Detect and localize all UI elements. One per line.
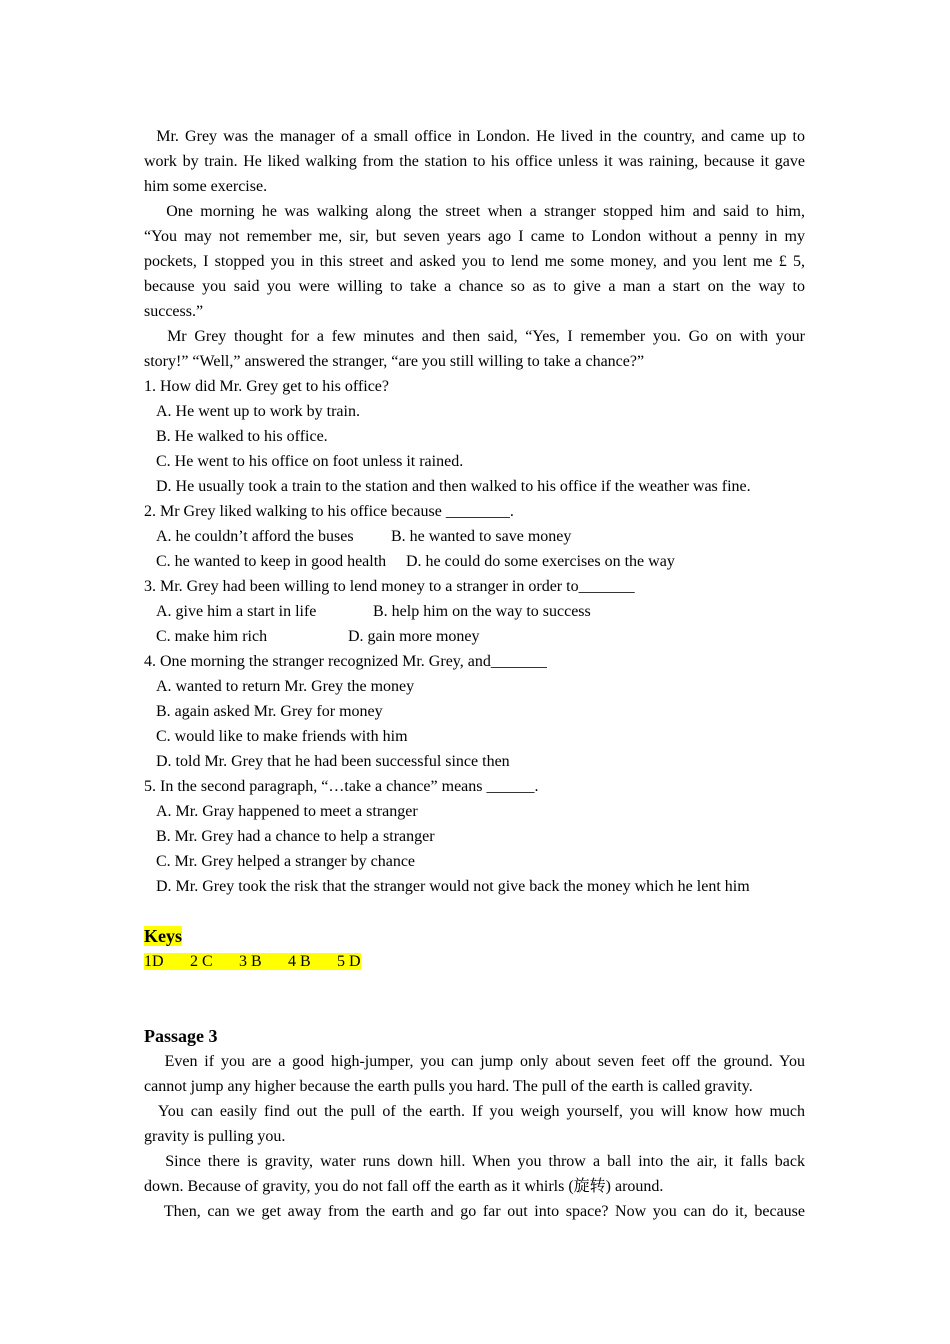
spacer <box>144 999 805 1024</box>
option-d: D. Mr. Grey took the risk that the stranger would not give back the money which he lent him <box>156 878 750 895</box>
paragraph-3 <box>144 324 805 374</box>
text-line: You can easily find out the pull of the earth. If you weigh yourself, you will know how much <box>144 1103 805 1120</box>
text-line: pockets, I stopped you in this street and asked you to lend me some money, and you lent me £ 5, <box>144 253 805 270</box>
option-d: D. gain more money <box>348 628 480 645</box>
text-line: Even if you are a good high-jumper, you can jump only about seven feet off the ground. You <box>144 1053 805 1070</box>
option-a: A. Mr. Gray happened to meet a stranger <box>156 803 418 820</box>
option-a: A. He went up to work by train. <box>156 403 360 420</box>
text-line: Mr. Grey was the manager of a small office in London. He lived in the country, and came up to <box>144 128 805 145</box>
option-a: A. he couldn’t afford the buses <box>156 528 354 545</box>
keys-heading <box>144 924 805 949</box>
question-3 <box>144 574 805 649</box>
passage-3 <box>144 1024 805 1224</box>
spacer <box>144 974 805 999</box>
keys-answers <box>144 949 805 974</box>
answer-keys <box>144 924 805 974</box>
passage-title: Passage 3 <box>144 1026 218 1046</box>
option-row <box>144 624 805 649</box>
question-1 <box>144 374 805 499</box>
option-c: C. he wanted to keep in good health <box>156 553 387 570</box>
key-answer: 5 D <box>337 953 361 970</box>
option-row <box>144 524 805 549</box>
keys-title: Keys <box>144 926 182 946</box>
question-stem: 3. Mr. Grey had been willing to lend money to a stranger in order to_______ <box>144 578 635 595</box>
text-line: One morning he was walking along the street when a stranger stopped him and said to him, <box>144 203 805 220</box>
text-line: Then, can we get away from the earth and go far out into space? Now you can do it, because <box>144 1203 805 1220</box>
paragraph-2 <box>144 199 805 324</box>
option-b: B. Mr. Grey had a chance to help a stranger <box>156 828 435 845</box>
question-stem: 2. Mr Grey liked walking to his office because ________. <box>144 503 514 520</box>
key-answer: 4 B <box>288 953 311 970</box>
option-c: C. make him rich <box>156 628 268 645</box>
option-d: D. he could do some exercises on the way <box>406 553 675 570</box>
option-row <box>144 549 805 574</box>
option-b: B. he wanted to save money <box>391 528 572 545</box>
option-a: A. wanted to return Mr. Grey the money <box>156 678 415 695</box>
option-row <box>144 599 805 624</box>
option-a: A. give him a start in life <box>156 603 317 620</box>
option-d: D. told Mr. Grey that he had been successful since then <box>156 753 510 770</box>
option-b: B. He walked to his office. <box>156 428 328 445</box>
key-answer: 1D <box>144 953 164 970</box>
text-line: cannot jump any higher because the earth pulls you hard. The pull of the earth is called gravity. <box>144 1078 753 1095</box>
question-4 <box>144 649 805 774</box>
spacer <box>144 899 805 924</box>
text-line: Since there is gravity, water runs down hill. When you throw a ball into the air, it falls back <box>144 1153 805 1170</box>
question-stem: 4. One morning the stranger recognized Mr. Grey, and_______ <box>144 653 547 670</box>
text-line: because you said you were willing to take a chance so as to give a man a start on the way to <box>144 278 805 295</box>
question-stem: 5. In the second paragraph, “…take a chance” means ______. <box>144 778 539 795</box>
text-line: success.” <box>144 303 204 320</box>
option-c: C. would like to make friends with him <box>156 728 408 745</box>
question-2 <box>144 499 805 574</box>
paragraph-1 <box>144 124 805 199</box>
option-c: C. He went to his office on foot unless it rained. <box>156 453 464 470</box>
text-line: “You may not remember me, sir, but seven years ago I came to London without a penny in my <box>144 228 805 245</box>
option-b: B. again asked Mr. Grey for money <box>156 703 383 720</box>
option-c: C. Mr. Grey helped a stranger by chance <box>156 853 416 870</box>
key-answer: 2 C <box>190 953 213 970</box>
question-5 <box>144 774 805 899</box>
question-stem: 1. How did Mr. Grey get to his office? <box>144 378 389 395</box>
document-page <box>144 124 805 1224</box>
text-line: him some exercise. <box>144 178 268 195</box>
text-line: down. Because of gravity, you do not fall off the earth as it whirls (旋转) around. <box>144 1178 664 1195</box>
text-line: gravity is pulling you. <box>144 1128 286 1145</box>
option-d: D. He usually took a train to the station and then walked to his office if the weather was fine. <box>156 478 751 495</box>
option-b: B. help him on the way to success <box>373 603 591 620</box>
text-line: Mr Grey thought for a few minutes and then said, “Yes, I remember you. Go on with your <box>144 328 805 345</box>
text-line: work by train. He liked walking from the station to his office unless it was raining, because it gave <box>144 153 805 170</box>
text-line: story!” “Well,” answered the stranger, “are you still willing to take a chance?” <box>144 353 645 370</box>
key-answer: 3 B <box>239 953 262 970</box>
